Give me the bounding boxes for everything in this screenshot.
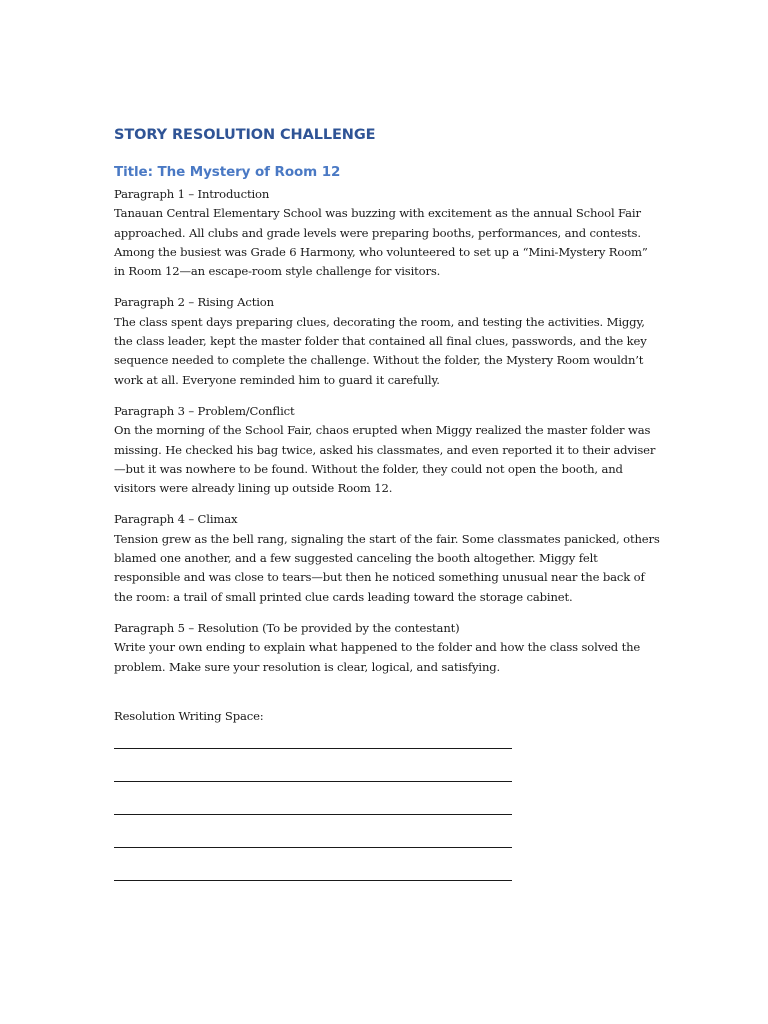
paragraph-text: On the morning of the School Fair, chaos erupted when Miggy realized the master folder was missing. He checked his bag twice, asked his classmates, and even reported it to their adviser—but it was nowhere to be found. Without the folder, they could not open the booth, and visitors were already lining up outside Room 12. <box>114 423 656 496</box>
paragraph-text: Tanauan Central Elementary School was buzzing with excitement as the annual School Fair approached. All clubs and grade levels were preparing booths, performances, and contests. Among the busiest was Grade 6 Harmony, who volunteered to set up a “Mini-Mystery Room” in Room 12—an escape-room style challenge for visitors. <box>114 206 648 279</box>
document-page <box>114 126 660 891</box>
paragraph-label: Paragraph 5 – Resolution (To be provided by the contestant) <box>114 620 460 635</box>
paragraph-4 <box>114 510 660 606</box>
underline <box>114 847 512 848</box>
writing-space-label: Resolution Writing Space: <box>114 708 264 723</box>
writing-line[interactable] <box>114 759 660 792</box>
paragraph-label: Paragraph 1 – Introduction <box>114 187 270 201</box>
writing-lines <box>114 726 660 891</box>
document-heading: STORY RESOLUTION CHALLENGE <box>114 127 376 143</box>
paragraph-text: Write your own ending to explain what happened to the folder and how the class solved the problem. Make sure your resolution is clear, logical, and satisfying. <box>114 640 641 674</box>
underline <box>114 814 512 815</box>
writing-line[interactable] <box>114 825 660 858</box>
underline <box>114 880 512 881</box>
paragraph-2 <box>114 293 660 389</box>
paragraph-label: Paragraph 4 – Climax <box>114 512 238 527</box>
paragraph-1 <box>114 185 660 281</box>
paragraph-label: Paragraph 3 – Problem/Conflict <box>114 403 295 418</box>
underline <box>114 781 512 782</box>
paragraph-5 <box>114 619 660 677</box>
underline <box>114 748 512 749</box>
paragraph-3 <box>114 402 660 498</box>
paragraph-text: The class spent days preparing clues, decorating the room, and testing the activities. Miggy, the class leader, kept the master folder that contained all final clues, passwords, and the key sequence needed to complete the challenge. Without the folder, the Mystery Room wouldn’t work at all. Everyone reminded him to guard it carefully. <box>114 314 647 387</box>
story-title: Title: The Mystery of Room 12 <box>114 164 341 180</box>
writing-line[interactable] <box>114 858 660 891</box>
paragraph-label: Paragraph 2 – Rising Action <box>114 295 274 310</box>
writing-line[interactable] <box>114 726 660 759</box>
writing-line[interactable] <box>114 792 660 825</box>
paragraph-text: Tension grew as the bell rang, signaling the start of the fair. Some classmates panicked, others blamed one another, and a few suggested canceling the booth altogether. Miggy felt responsible and was close to tears—but then he noticed something unusual near the back of the room: a trail of small printed clue cards leading toward the storage cabinet. <box>114 531 660 604</box>
